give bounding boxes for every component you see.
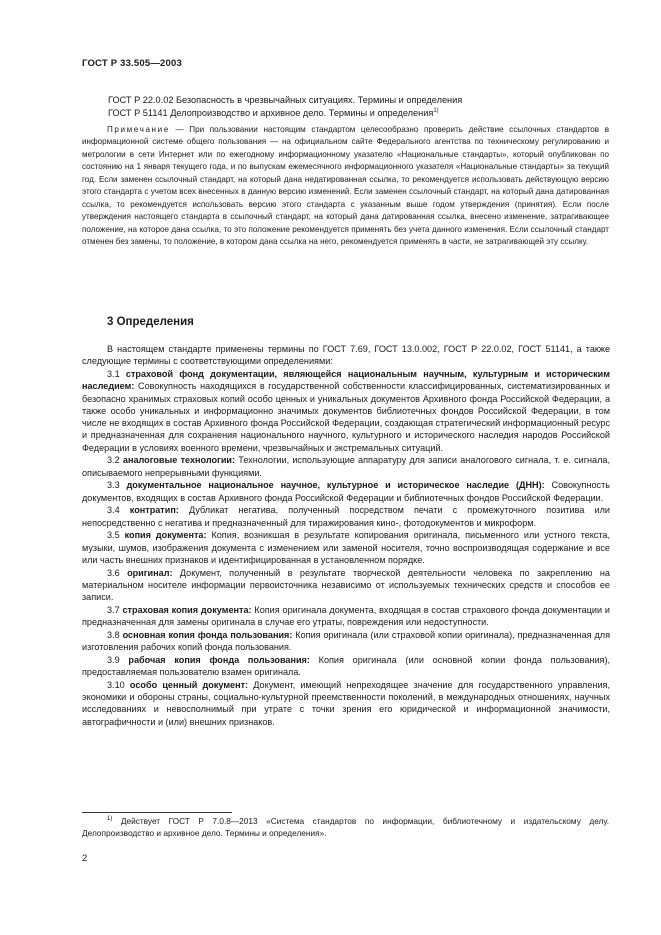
term-definition: Дубликат негатива, полученный посредством печати с промежуточного позитива или непосредственно с негатива и предназначенный для тиражирования кино-, фотодокументов и микроформ. (82, 505, 610, 528)
footnote-ref: 1) (433, 107, 439, 114)
term-entry: 3.7 страховая копия документа: Копия оригинала документа, входящая в состав страхового фонда документации и предназначенная для замены оригинала в случае его утраты, повреждения или недоступности. (82, 604, 611, 627)
term-definition: Документ, полученный в результате творческой деятельности человека по закреплению на материальном носителе информации первоисточника независимо от используемых технических средств и способов ее записи. (82, 567, 610, 602)
term-definition: Копия, возникшая в результате копирования оригинала, письменного или устного текста, музыки, шумов, изображения документа с изменением или заменой носителя, точно воспроизводящая содержание и все или часть внешних признаков и идентифицированная в установленном порядке. (82, 530, 610, 565)
term-definition: Документ, имеющий непреходящее значение для государственного управления, экономики и обороны страны, социально-культурной преемственности поколений, в международных отношениях, научных исследованиях и невосполнимый при утрате с точки зрения его юридической и информационной значимости, автографичности и (или) внешних признаков. (82, 679, 610, 727)
term-entry: 3.2 аналоговые технологии: Технологии, использующие аппаратуру для записи аналогового сигнала, т. е. сигнала, описываемого непрерывными функциями. (82, 455, 610, 478)
document-header: ГОСТ Р 33.505—2003 (82, 58, 182, 69)
term-name: оригинал: (127, 567, 173, 578)
term-name: рабочая копия фонда пользования: (128, 654, 310, 665)
term-definition: Копия оригинала (или основной копии фонда пользования), предоставляемая пользователю взамен оригинала. (82, 654, 611, 677)
note-text: При пользовании настоящим стандартом целесообразно проверить действие ссылочных стандартов в информационной системе общего пользования — на официальном сайте Федерального агентства по техническому регулированию и метрологии в сети Интернет или по ежегодному информационному указателю «Национальные стандарты», который опубликован по состоянию на 1 января текущего года, и по выпускам ежемесячного информационного указателя «Национальные стандарты» за текущий год. Если заменен ссылочный стандарт, на который дана недатированная ссылка, то рекомендуется использовать действующую версию этого стандарта с учетом всех внесенных в данную версию изменений. Если заменен ссылочный стандарт, на который дана датированная ссылка, то рекомендуется использовать версию этого стандарта с указанным выше годом утверждения (принятия). Если после утверждения настоящего стандарта в ссылочный стандарт, на который дана датированная ссылка, внесено изменение, затрагивающее положение, на которое дана ссылка, то это положение рекомендуется применять без учета данного изменения. Если ссылочный стандарт отменен без замены, то положение, в котором дана ссылка на него, рекомендуется применять в части, не затрагивающей эту ссылку. (82, 125, 609, 247)
term-name: аналоговые технологии: (122, 455, 236, 466)
term-name: копия документа: (124, 530, 207, 541)
section-title: 3 Определения (107, 316, 194, 328)
page-number: 2 (82, 853, 88, 864)
term-definition: Копия оригинала документа, входящая в состав страхового фонда документации и предназначенная для замены оригинала в случае его утраты, повреждения или недоступности. (82, 604, 611, 627)
term-entry: 3.3 документальное национальное научное, культурное и историческое наследие (ДНН): Совокупность документов, входящих в состав Архивного фонда Российской Федерации и библиотечных фондов Российской Федерации. (82, 480, 610, 503)
footnote (82, 816, 609, 839)
section-intro: В настоящем стандарте применены термины по ГОСТ 7.69, ГОСТ 13.0.002, ГОСТ Р 22.0.02, ГОСТ 51141, а также следующие термины с соответствующими определениями: (82, 344, 610, 367)
normative-references (108, 94, 608, 119)
note-heading: Примечание (107, 125, 170, 134)
footnote-text: Действует ГОСТ Р 7.0.8—2013 «Система стандартов по информации, библиотечному и издательскому делу. Делопроизводство и архивное дело. Термины и определения». (82, 816, 610, 838)
term-definition: Совокупность находящихся в государственной собственности классифицированных, систематизированных и безопасно хранимых страховых копий особо ценных и уникальных документов Архивного фонда Российской Федерации, а также особо уникальных и информационно значимых документов библиотечных фондов Российской Федерации, в том числе не входящих в состав Архивного фонда Российской Федерации, создающая стратегический информационный ресурс и предназначенная для сохранения национального научного, культурного и исторического наследия народов Российской Федерации в условиях военного времени, чрезвычайных и экстремальных ситуаций. (82, 381, 611, 453)
term-definition: Технологии, использующие аппаратуру для записи аналогового сигнала, т. е. сигнала, описываемого непрерывными функциями. (82, 455, 610, 478)
term-entry: 3.10 особо ценный документ: Документ, имеющий непреходящее значение для государственного управления, экономики и обороны страны, социально-культурной преемственности поколений, в международных отношениях, научных исследованиях и невосполнимый при утрате с точки зрения его юридической и информационной значимости, автографичности и (или) внешних признаков. (82, 679, 610, 727)
definitions-body (82, 343, 610, 728)
term-name: страховая копия документа: (122, 604, 252, 615)
term-definition: Совокупность документов, входящих в состав Архивного фонда Российской Федерации и библиотечных фондов Российской Федерации. (82, 480, 610, 503)
term-entry: 3.1 страховой фонд документации, являющейся национальным научным, культурным и историческим наследием: Совокупность находящихся в государственной собственности классифицированных, систематизированных и безопасно хранимых страховых копий особо ценных и уникальных документов Архивного фонда Российской Федерации, а также особо уникальных и информационно значимых документов библиотечных фондов Российской Федерации, в том числе не входящих в состав Архивного фонда Российской Федерации, создающая стратегический информационный ресурс и предназначенная для сохранения национального научного, культурного и исторического наследия народов Российской Федерации в условиях военного времени, чрезвычайных и экстремальных ситуаций. (82, 369, 611, 453)
term-name: контратип: (129, 505, 179, 516)
term-definition: Копия оригинала (или страховой копии оригинала), предназначенная для изготовления рабочих копий фонда пользования. (82, 629, 611, 652)
term-name: особо ценный документ: (129, 679, 249, 690)
term-entry: 3.9 рабочая копия фонда пользования: Копия оригинала (или основной копии фонда пользования), предоставляемая пользователю взамен оригинала. (82, 654, 611, 677)
footnote-divider (82, 812, 232, 813)
term-entry: 3.8 основная копия фонда пользования: Копия оригинала (или страховой копии оригинала), предназначенная для изготовления рабочих копий фонда пользования. (82, 629, 611, 652)
term-entry: 3.6 оригинал: Документ, полученный в результате творческой деятельности человека по закреплению на материальном носителе информации первоисточника независимо от используемых технических средств и способов ее записи. (82, 567, 610, 602)
term-name: основная копия фонда пользования: (122, 629, 293, 640)
term-entry: 3.5 копия документа: Копия, возникшая в результате копирования оригинала, письменного или устного текста, музыки, шумов, изображения документа с изменением или заменой носителя, точно воспроизводящая содержание и все или часть внешних признаков и идентифицированная в установленном порядке. (82, 530, 610, 565)
term-name: страховой фонд документации, являющейся национальным научным, культурным и историческим наследием: (82, 369, 610, 392)
footnote-mark: 1) (107, 816, 113, 823)
reference-item: ГОСТ Р 51141 Делопроизводство и архивное дело. Термины и определения$^{1)}$ (108, 107, 439, 118)
term-name: документальное национальное научное, культурное и историческое наследие (ДНН): (126, 480, 545, 491)
term-entry: 3.4 контратип: Дубликат негатива, полученный посредством печати с промежуточного позитива или непосредственно с негатива и предназначенный для тиражирования кино-, фотодокументов и микроформ. (82, 505, 610, 528)
note-block: Примечание — При пользовании настоящим стандартом целесообразно проверить действие ссылочных стандартов в информационной системе общего пользования — на официальном сайте Федерального агентства по техническому регулированию и метрологии в сети Интернет или по ежегодному информационному указателю «Национальные стандарты», который опубликован по состоянию на 1 января текущего года, и по выпускам ежемесячного информационного указателя «Национальные стандарты» за текущий год. Если заменен ссылочный стандарт, на который дана недатированная ссылка, то рекомендуется использовать действующую версию этого стандарта с учетом всех внесенных в данную версию изменений. Если заменен ссылочный стандарт, на который дана датированная ссылка, то рекомендуется использовать версию этого стандарта с указанным выше годом утверждения (принятия). Если после утверждения настоящего стандарта в ссылочный стандарт, на который дана датированная ссылка, внесено изменение, затрагивающее положение, на которое дана ссылка, то это положение рекомендуется применять без учета данного изменения. Если ссылочный стандарт отменен без замены, то положение, в котором дана ссылка на него, рекомендуется применять в части, не затрагивающей эту ссылку. (82, 125, 609, 247)
reference-item: ГОСТ Р 22.0.02 Безопасность в чрезвычайных ситуациях. Термины и определения (108, 95, 463, 105)
